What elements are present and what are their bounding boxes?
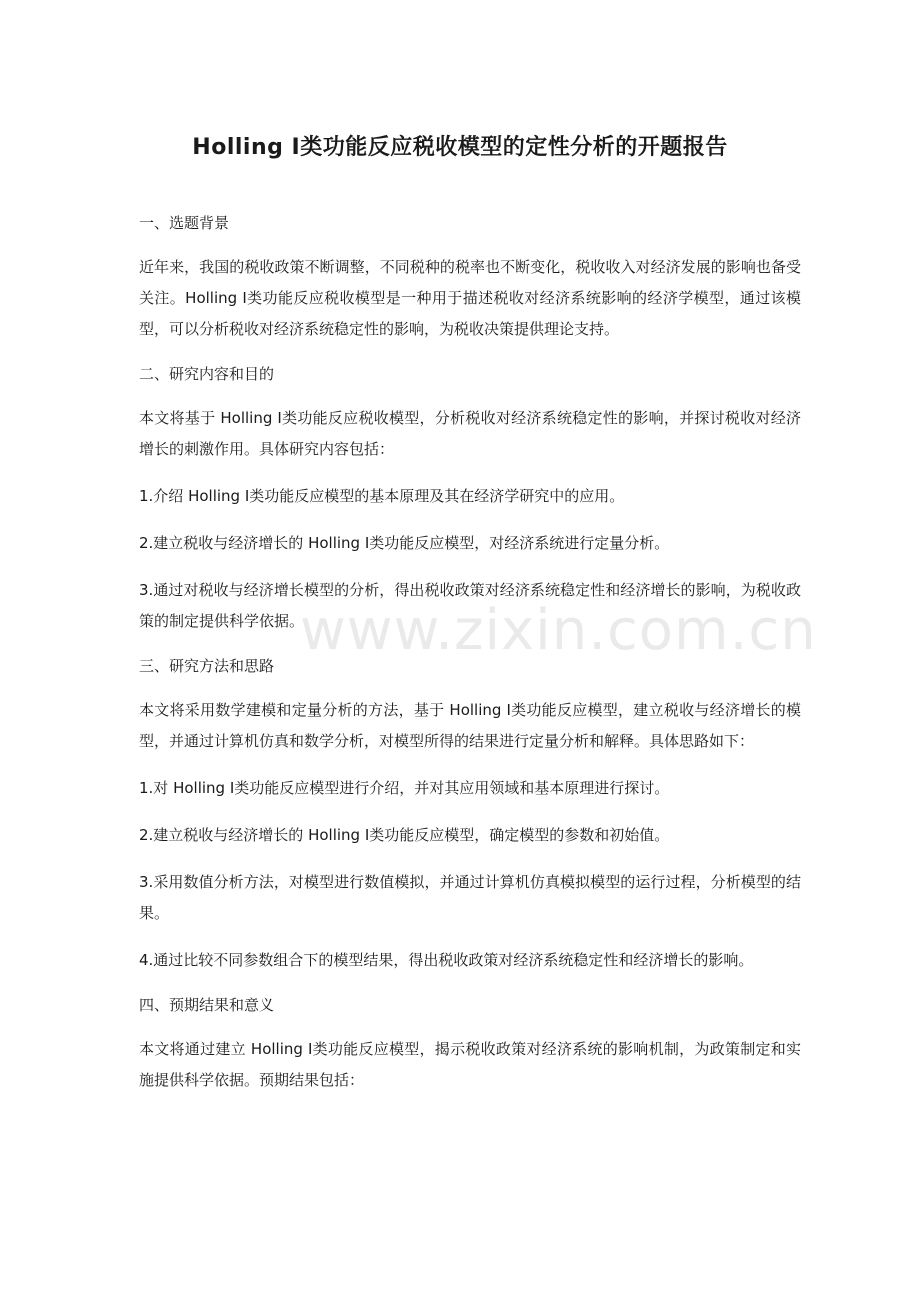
list-item: 2.建立税收与经济增长的 Holling Ⅰ类功能反应模型，确定模型的参数和初始值。 [139,826,670,844]
list-item: 1.介绍 Holling Ⅰ类功能反应模型的基本原理及其在经济学研究中的应用。 [139,487,625,505]
list-item: 2.建立税收与经济增长的 Holling Ⅰ类功能反应模型，对经济系统进行定量分析。 [139,534,670,552]
list-item: 4.通过比较不同参数组合下的模型结果，得出税收政策对经济系统稳定性和经济增长的影响。 [139,951,754,969]
paragraph: 本文将基于 Holling Ⅰ类功能反应税收模型，分析税收对经济系统稳定性的影响，并探讨税收对经济增长的刺激作用。具体研究内容包括： [139,409,801,458]
document-title: Holling Ⅰ类功能反应税收模型的定性分析的开题报告 [192,135,728,160]
watermark: www.zixin.com.cn [300,598,817,663]
list-item: 3.采用数值分析方法，对模型进行数值模拟，并通过计算机仿真模拟模型的运行过程，分析模型的结果。 [139,873,801,922]
paragraph: 本文将采用数学建模和定量分析的方法，基于 Holling Ⅰ类功能反应模型，建立税收与经济增长的模型，并通过计算机仿真和数学分析，对模型所得的结果进行定量分析和解释。具体思路如下： [139,701,801,750]
section-heading-content: 二、研究内容和目的 [139,365,275,383]
paragraph: 近年来，我国的税收政策不断调整，不同税种的税率也不断变化，税收收入对经济发展的影响也备受关注。Holling Ⅰ类功能反应税收模型是一种用于描述税收对经济系统影响的经济学模型，通过该模型，可以分析税收对经济系统稳定性的影响，为税收决策提供理论支持。 [139,258,801,338]
document-body [139,210,801,1112]
section-heading-results: 四、预期结果和意义 [139,996,275,1014]
section-heading-background: 一、选题背景 [139,214,230,232]
section-heading-method: 三、研究方法和思路 [139,657,275,675]
list-item: 3.通过对税收与经济增长模型的分析，得出税收政策对经济系统稳定性和经济增长的影响，为税收政策的制定提供科学依据。 [139,581,801,630]
list-item: 1.对 Holling Ⅰ类功能反应模型进行介绍，并对其应用领域和基本原理进行探讨。 [139,779,670,797]
paragraph: 本文将通过建立 Holling Ⅰ类功能反应模型，揭示税收政策对经济系统的影响机制，为政策制定和实施提供科学依据。预期结果包括： [139,1040,801,1089]
